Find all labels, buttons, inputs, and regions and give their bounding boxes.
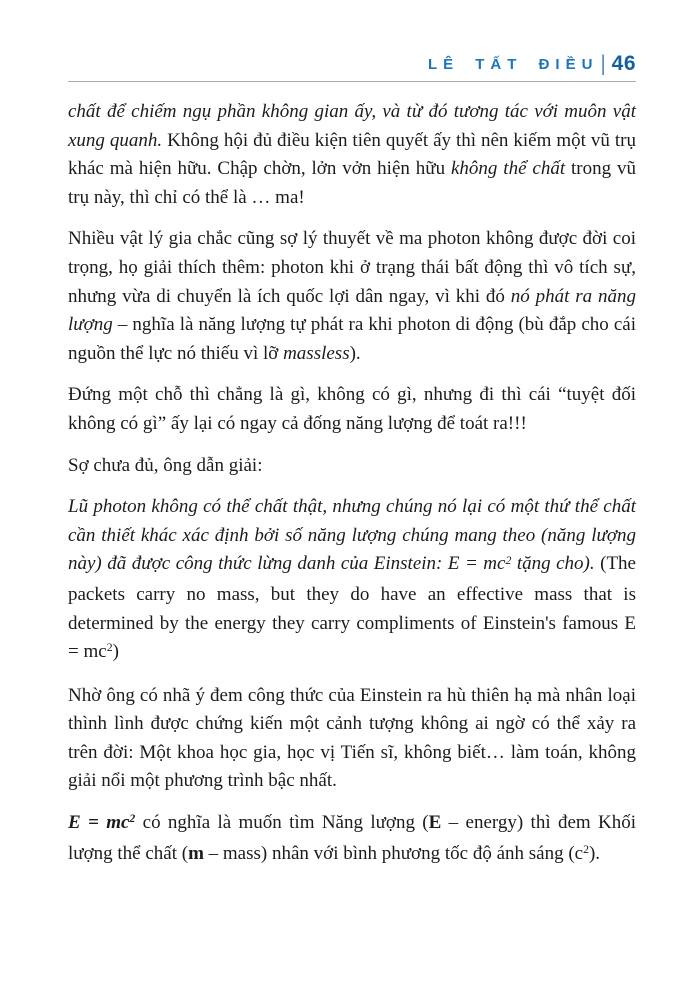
text-run: chất để chiếm ngụ phần không gian ấy, và từ đó tương tác với muôn vật xung quanh. [68,101,636,151]
text-run: Nhiều vật lý gia chắc cũng sợ lý thuyết về ma photon không được đời coi trọng, họ giải thích thêm: photon khi ở trạng thái bất động thì vô tích sự, nhưng vừa di chuyển là ích quốc lợi dân ngay, vì khi đó [68,228,636,307]
page-content-column [68,0,636,883]
text-run: E [428,812,442,834]
text-run: 2 [106,641,113,655]
text-run: (The packets carry no mass, but they do have an effective mass that is determined by the energy they carry compliments of Einstein's famous E = mc [68,553,636,663]
text-run: m [188,842,204,864]
paragraph [68,809,636,870]
text-run: Lũ photon không có thể chất thật, nhưng chúng nó lại có một thứ thể chất cần thiết khác xác định bởi số năng lượng chúng mang theo (năng lượng này) đã được công thức lừng danh của Einstein: E = mc [68,496,636,575]
text-run: ) [112,641,119,663]
paragraph [68,682,636,796]
page-header [68,52,636,76]
text-run: – mass) nhân với bình phương tốc độ ánh sáng (c [203,842,584,864]
text-run: ). [349,342,361,364]
header-page-number: 46 [611,52,636,75]
text-run: 2 [129,812,136,826]
page-body [68,98,636,870]
text-run: nó phát ra năng lượng [68,285,636,336]
header-rule [68,81,636,82]
paragraph [68,98,636,212]
paragraph [68,493,636,669]
text-run: ). [588,842,601,864]
header-author-name: LÊ TẤT ĐIỀU [427,55,599,73]
paragraph [68,452,636,481]
text-run: Nhờ ông có nhã ý đem công thức của Einstein ra hù thiên hạ mà nhân loại thình lình được chứng kiến một cảnh tượng không ai ngờ có thể xảy ra trên đời: Một khoa học gia, học vị Tiến sĩ, không biết… làm toán, không giải nổi một phương trình bậc nhất. [68,684,636,792]
text-run: không thể chất [450,158,566,180]
text-run: Không hội đủ điều kiện tiên quyết ấy thì nên kiếm một vũ trụ khác mà hiện hữu. Chập chờn, lởn vởn hiện hữu [68,129,636,180]
text-run: E = mc [68,812,130,834]
text-run: – energy) thì đem Khối lượng thể chất ( [68,812,636,864]
text-run: 2 [505,553,512,567]
text-run: Sợ chưa đủ, ông dẫn giải: [68,454,263,476]
text-run: – nghĩa là năng lượng tự phát ra khi photon di động (bù đắp cho cái nguồn thể lực nó thiếu vì lỡ [68,314,636,364]
paragraph [68,225,636,368]
header-separator: | [600,51,606,76]
text-run: tặng cho). [511,553,595,575]
text-run: 2 [583,843,589,857]
text-run: Đứng một chỗ thì chẳng là gì, không có gì, nhưng đi thì cái “tuyệt đối không có gì” ấy lại có ngay cả đống năng lượng để toát ra!!! [68,384,636,434]
paragraph [68,381,636,438]
text-run: có nghĩa là muốn tìm Năng lượng ( [135,812,429,834]
text-run: massless [283,342,350,364]
text-run: trong vũ trụ này, thì chỉ có thể là … ma! [68,158,636,208]
